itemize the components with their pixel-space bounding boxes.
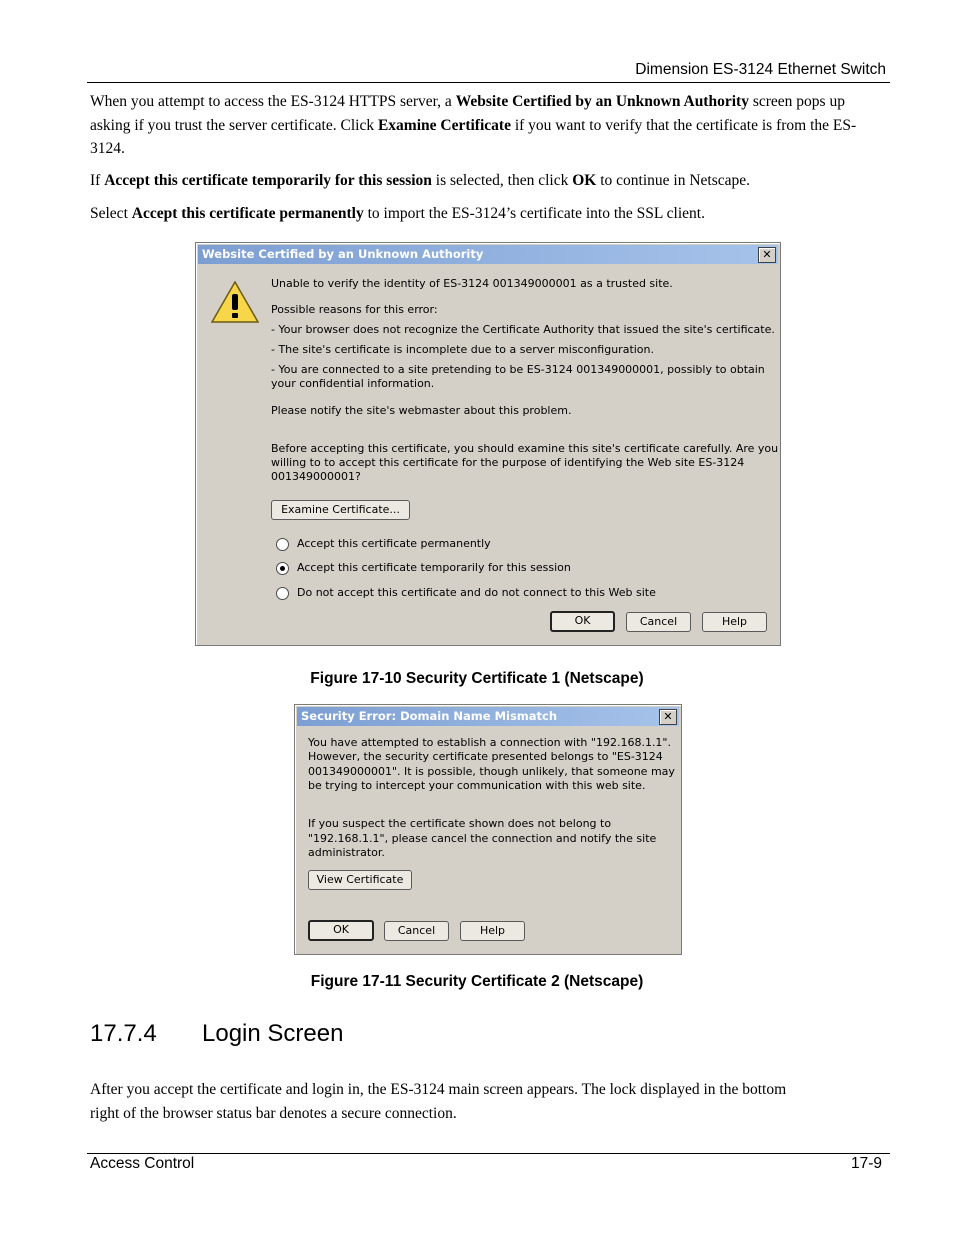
- dialog-text-line: administrator.: [308, 846, 385, 859]
- dialog-text-line: Please notify the site's webmaster about this problem.: [271, 404, 572, 417]
- ok-button[interactable]: OK: [550, 611, 615, 632]
- section-heading: [90, 1020, 343, 1048]
- close-icon: ✕: [663, 710, 673, 723]
- dialog-title: Website Certified by an Unknown Authority: [202, 247, 484, 261]
- footer-rule: [87, 1153, 890, 1154]
- text: screen pops up asking if you trust the server certificate. Click: [90, 93, 845, 134]
- text: if you want to verify that the certificate is from the ES-3124.: [90, 116, 857, 157]
- dialog-text-line: - Your browser does not recognize the Certificate Authority that issued the site's certificate.: [271, 323, 775, 336]
- text: to continue in Netscape.: [596, 172, 751, 189]
- running-header: Dimension ES-3124 Ethernet Switch: [635, 61, 886, 78]
- dialog-text-line: willing to to accept this certificate for the purpose of identifying the Web site ES-3124: [271, 456, 745, 469]
- dialog-text-line: 001349000001". It is possible, though unlikely, that someone may: [308, 765, 675, 778]
- bold-text: Examine Certificate: [377, 116, 511, 134]
- dialog-text-line: - You are connected to a site pretending to be ES-3124 001349000001, possibly to obtain: [271, 363, 765, 376]
- outro-line: right of the browser status bar denotes a secure connection.: [90, 1104, 457, 1122]
- intro-paragraph-3: [90, 202, 880, 226]
- header-rule: [87, 82, 890, 83]
- dialog-text-line: Before accepting this certificate, you should examine this site's certificate carefully. Are you: [271, 442, 779, 455]
- ok-button[interactable]: OK: [308, 920, 374, 941]
- text: When you attempt to access the ES-3124 HTTPS server, a: [90, 93, 456, 110]
- close-button[interactable]: [758, 247, 776, 263]
- help-button[interactable]: Help: [460, 921, 525, 941]
- section-title: Login Screen: [202, 1020, 344, 1047]
- cancel-button[interactable]: Cancel: [384, 921, 449, 941]
- text: to import the ES-3124’s certificate into the SSL client.: [363, 205, 705, 222]
- cancel-button[interactable]: Cancel: [626, 612, 691, 632]
- dialog-text-line: "192.168.1.1", please cancel the connection and notify the site: [308, 832, 657, 845]
- dialog-text-line: Unable to verify the identity of ES-3124 001349000001 as a trusted site.: [271, 277, 673, 290]
- figure-caption-2: Figure 17-11 Security Certificate 2 (Netscape): [310, 973, 644, 990]
- dialog-text-line: You have attempted to establish a connection with "192.168.1.1".: [308, 736, 671, 749]
- do-not-accept-label: Do not accept this certificate and do not connect to this Web site: [297, 586, 656, 599]
- bold-text: OK: [572, 172, 597, 189]
- outro-line: After you accept the certificate and login in, the ES-3124 main screen appears. The lock displayed in the bottom: [90, 1081, 787, 1098]
- warning-icon: [210, 280, 260, 324]
- text: If: [90, 172, 105, 189]
- accept-permanently-label: Accept this certificate permanently: [297, 537, 491, 550]
- close-icon: ✕: [762, 248, 772, 261]
- figure-caption-1: Figure 17-10 Security Certificate 1 (Netscape): [310, 670, 644, 687]
- accept-permanently-radio[interactable]: [276, 538, 289, 551]
- text: Select: [90, 205, 132, 222]
- accept-session-label: Accept this certificate temporarily for this session: [297, 561, 571, 574]
- footer-chapter: Access Control: [90, 1155, 195, 1172]
- bold-text: Accept this certificate permanently: [131, 205, 364, 222]
- do-not-accept-radio[interactable]: [276, 587, 289, 600]
- dialog-title: Security Error: Domain Name Mismatch: [301, 709, 558, 723]
- unknown-authority-dialog: [195, 242, 781, 646]
- domain-mismatch-dialog: [294, 704, 682, 955]
- dialog-text-line: Possible reasons for this error:: [271, 303, 438, 316]
- text: is selected, then click: [431, 172, 573, 189]
- intro-paragraph-2: [90, 169, 880, 193]
- dialog-text-line: be trying to intercept your communication with this web site.: [308, 779, 646, 792]
- section-number: 17.7.4: [90, 1020, 157, 1047]
- close-button[interactable]: [659, 709, 677, 725]
- outro-paragraph: [90, 1078, 880, 1125]
- page-number: 17-9: [850, 1155, 882, 1172]
- bold-text: Website Certified by an Unknown Authority: [455, 93, 749, 110]
- dialog-text-line: - The site's certificate is incomplete due to a server misconfiguration.: [271, 343, 655, 356]
- dialog-text-line: If you suspect the certificate shown does not belong to: [308, 817, 612, 830]
- view-certificate-button[interactable]: View Certificate: [308, 870, 412, 890]
- dialog-titlebar: [297, 707, 679, 726]
- help-button[interactable]: Help: [702, 612, 767, 632]
- bold-text: Accept this certificate temporarily for this session: [104, 172, 432, 189]
- intro-paragraph-1: [90, 90, 880, 161]
- dialog-titlebar: [198, 245, 778, 264]
- accept-session-radio[interactable]: [276, 562, 289, 575]
- dialog-text-line: However, the security certificate presented belongs to "ES-3124: [308, 750, 663, 763]
- dialog-text-line: 001349000001?: [271, 470, 361, 483]
- dialog-text-line: your confidential information.: [271, 377, 435, 390]
- examine-certificate-button[interactable]: Examine Certificate...: [271, 500, 410, 520]
